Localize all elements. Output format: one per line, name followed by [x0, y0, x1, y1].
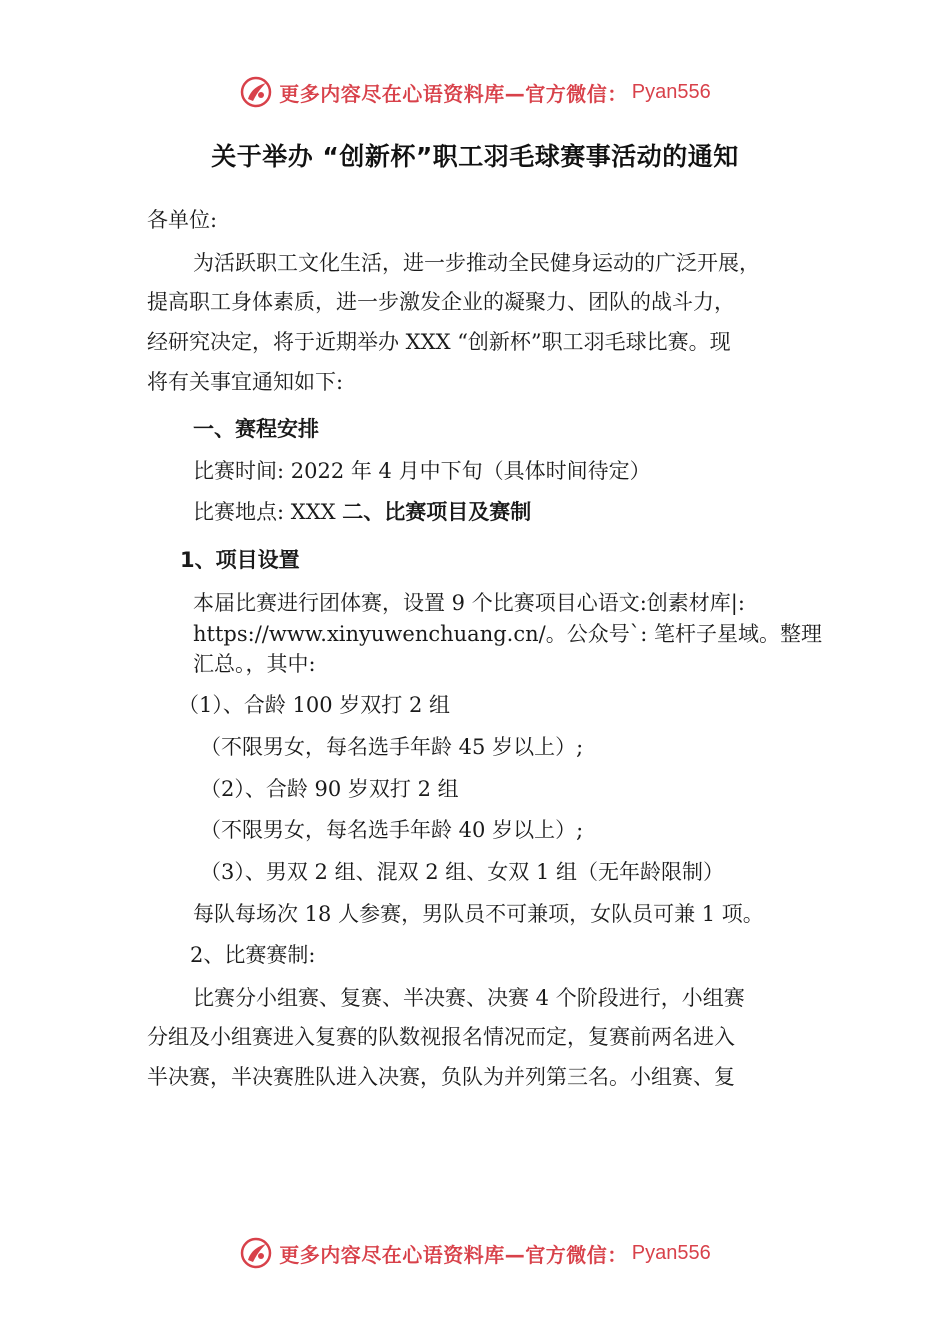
document-title: 关于举办 “创新杯”职工羽毛球赛事活动的通知 [211, 142, 739, 171]
watermark-wechat: Pyan556 [631, 80, 711, 103]
sub1-line-1: 本届比赛进行团体赛，设置 9 个比赛项目心语文:创素材库|: [193, 591, 745, 615]
sub2-heading: 2、比赛赛制: [190, 943, 316, 967]
schedule-place [193, 497, 531, 527]
sub1-line-3: 汇总。，其中: [193, 652, 316, 676]
section2-heading: 二、比赛项目及赛制 [342, 500, 532, 524]
sub2-line-3: 半决赛，半决赛胜队进入决赛，负队为并列第三名。小组赛、复 [147, 1065, 735, 1089]
item-3: （3）、男双 2 组、混双 2 组、女双 1 组（无年龄限制） [200, 860, 724, 884]
watermark-text: 更多内容尽在心语资料库—官方微信： [279, 81, 628, 106]
intro-line-2: 提高职工身体素质，进一步激发企业的凝聚力、团队的战斗力， [147, 290, 735, 314]
watermark-text: 更多内容尽在心语资料库—官方微信： [279, 1242, 628, 1267]
intro-line-3: 经研究决定，将于近期举办 XXX “创新杯”职工羽毛球比赛。现 [147, 330, 731, 354]
watermark-footer [0, 1233, 950, 1273]
sub1-heading: 1、项目设置 [180, 548, 300, 572]
section1-heading: 一、赛程安排 [193, 417, 319, 441]
schedule-time: 比赛时间: 2022 年 4 月中下旬（具体时间待定） [193, 459, 651, 483]
watermark-wechat: Pyan556 [631, 1241, 711, 1264]
team-rule: 每队每场次 18 人参赛，男队员不可兼项，女队员可兼 1 项。 [193, 902, 764, 926]
logo-icon [239, 1236, 273, 1270]
sub1-line-2: https://www.xinyuwenchuang.cn/。公众号`: 笔杆子星域。整理 [193, 622, 822, 646]
item-1: （1）、合龄 100 岁双打 2 组 [178, 693, 451, 717]
intro-line-1: 为活跃职工文化生活，进一步推动全民健身运动的广泛开展， [193, 251, 760, 275]
logo-icon [239, 75, 273, 109]
schedule-place-text: 比赛地点: XXX [193, 500, 343, 524]
sub2-line-2: 分组及小组赛进入复赛的队数视报名情况而定，复赛前两名进入 [147, 1025, 735, 1049]
watermark-header [0, 72, 950, 112]
item-2-note: （不限男女，每名选手年龄 40 岁以上）; [200, 818, 584, 842]
sub2-line-1: 比赛分小组赛、复赛、半决赛、决赛 4 个阶段进行，小组赛 [193, 986, 745, 1010]
intro-line-4: 将有关事宜通知如下: [147, 370, 344, 394]
item-2: （2）、合龄 90 岁双打 2 组 [200, 777, 459, 801]
item-1-note: （不限男女，每名选手年龄 45 岁以上）; [200, 735, 584, 759]
greeting: 各单位: [147, 208, 218, 232]
